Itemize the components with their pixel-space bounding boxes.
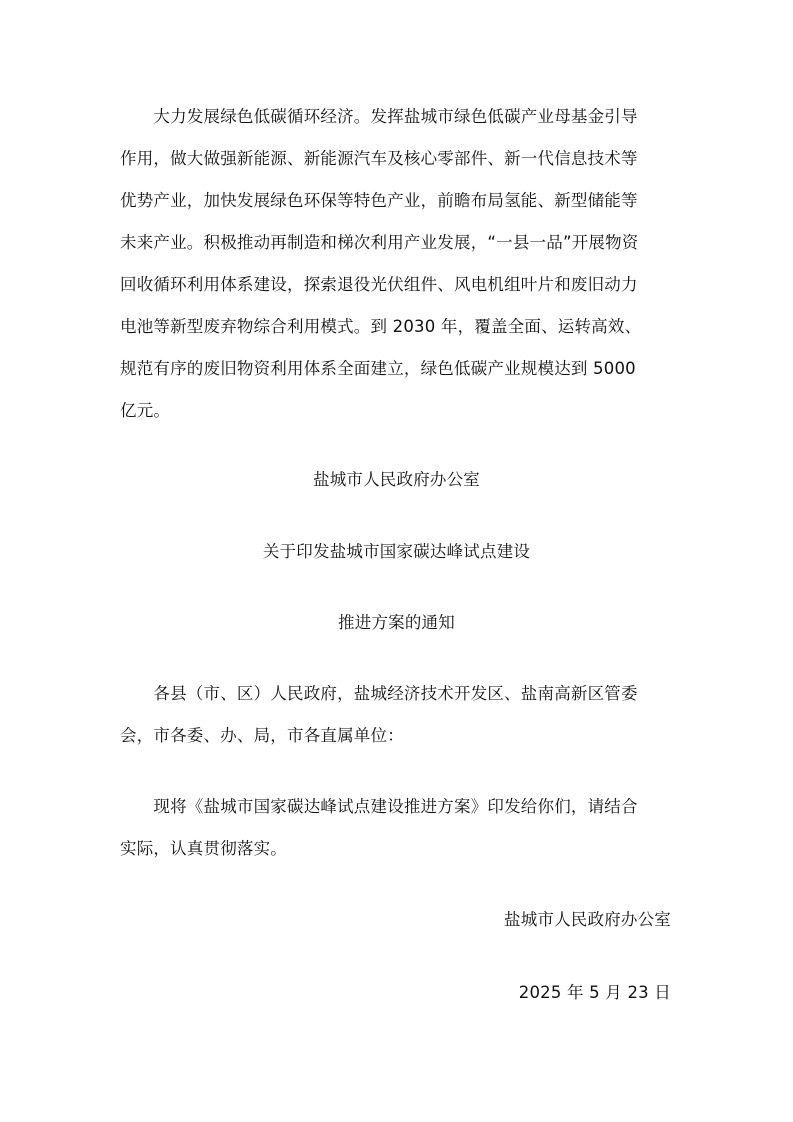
issuer-heading: 盐城市人民政府办公室 (313, 470, 480, 489)
notice-line: 现将《盐城市国家碳达峰试点建设推进方案》印发给你们，请结合 (120, 797, 638, 816)
document-title-line-2: 推进方案的通知 (338, 613, 455, 632)
addressee-line: 会，市各委、办、局，市各直属单位： (120, 726, 404, 745)
paragraph-line: 优势产业，加快发展绿色环保等特色产业，前瞻布局氢能、新型储能等 (120, 191, 638, 210)
issue-date: 2025 年 5 月 23 日 (518, 983, 671, 1002)
notice-line: 实际，认真贯彻落实。 (120, 839, 287, 858)
paragraph-line: 作用，做大做强新能源、新能源汽车及核心零部件、新一代信息技术等 (120, 149, 638, 168)
paragraph-line: 规范有序的废旧物资利用体系全面建立，绿色低碳产业规模达到 5000 (120, 359, 636, 378)
paragraph-line: 亿元。 (120, 401, 171, 420)
paragraph-line: 大力发展绿色低碳循环经济。发挥盐城市绿色低碳产业母基金引导 (120, 107, 638, 126)
addressee-line: 各县（市、区）人民政府，盐城经济技术开发区、盐南高新区管委 (120, 684, 638, 703)
document-title-line-1: 关于印发盐城市国家碳达峰试点建设 (262, 542, 531, 561)
signature: 盐城市人民政府办公室 (504, 910, 671, 929)
paragraph-line: 未来产业。积极推动再制造和梯次利用产业发展，“一县一品”开展物资 (120, 233, 639, 252)
paragraph-line: 回收循环利用体系建设，探索退役光伏组件、风电机组叶片和废旧动力 (120, 275, 638, 294)
paragraph-line: 电池等新型废弃物综合利用模式。到 2030 年，覆盖全面、运转高效、 (120, 317, 642, 336)
